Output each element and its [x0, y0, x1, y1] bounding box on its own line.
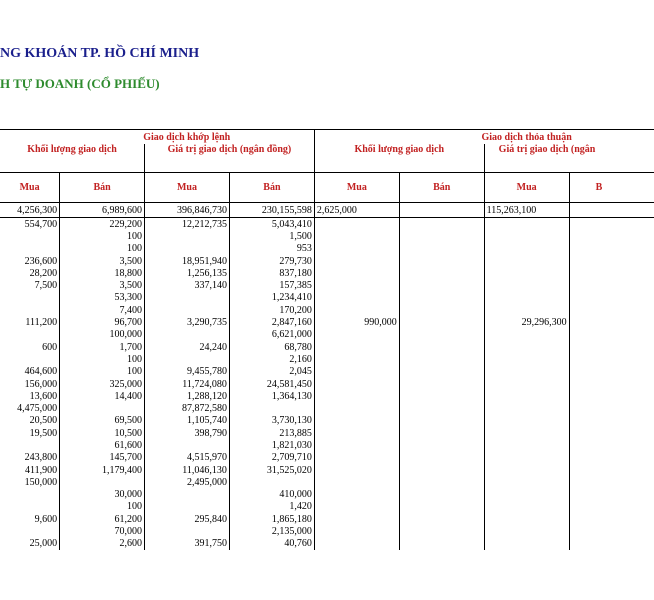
table-row — [0, 255, 654, 267]
table-cell — [314, 427, 399, 439]
table-cell — [145, 304, 230, 316]
table-cell — [569, 513, 654, 525]
table-cell — [484, 402, 569, 414]
table-cell — [569, 279, 654, 291]
table-cell — [569, 501, 654, 513]
table-row — [0, 538, 654, 550]
table-cell: 1,364,130 — [229, 390, 314, 402]
table-cell — [399, 390, 484, 402]
table-cell — [569, 390, 654, 402]
table-cell — [569, 255, 654, 267]
table-cell — [569, 341, 654, 353]
table-cell — [569, 218, 654, 231]
table-cell — [569, 439, 654, 451]
table-cell: 18,951,940 — [145, 255, 230, 267]
table-cell — [569, 427, 654, 439]
table-cell — [399, 513, 484, 525]
table-cell — [0, 353, 60, 365]
table-cell: 40,760 — [229, 538, 314, 550]
table-cell — [484, 452, 569, 464]
table-cell: 1,500 — [229, 230, 314, 242]
table-cell: 4,515,970 — [145, 452, 230, 464]
table-cell: 13,600 — [29, 390, 58, 402]
table-cell — [569, 316, 654, 328]
table-cell — [399, 279, 484, 291]
table-cell: 7,500 — [34, 280, 58, 292]
table-cell: 236,600 — [24, 255, 58, 267]
col-sell-volume-negotiated: Bán — [399, 173, 484, 203]
table-cell — [399, 427, 484, 439]
table-row — [0, 415, 654, 427]
col-buy-volume-matched: Mua — [19, 182, 40, 193]
table-row — [0, 390, 654, 402]
table-cell: 100 — [60, 230, 145, 242]
table-cell: 2,160 — [229, 353, 314, 365]
table-cell — [569, 538, 654, 550]
table-cell: 9,455,780 — [145, 366, 230, 378]
table-cell: 111,200 — [25, 317, 58, 329]
total-cell: 230,155,598 — [229, 203, 314, 218]
table-cell — [569, 329, 654, 341]
table-cell: 150,000 — [24, 476, 58, 488]
table-row — [0, 267, 654, 279]
col-buy-value-negotiated: Mua — [484, 173, 569, 203]
table-cell — [569, 353, 654, 365]
table-cell: 61,200 — [60, 513, 145, 525]
table-cell — [314, 402, 399, 414]
table-row — [0, 402, 654, 414]
table-cell — [484, 489, 569, 501]
table-cell: 4,475,000 — [17, 403, 58, 415]
table-cell — [314, 538, 399, 550]
table-cell: 145,700 — [60, 452, 145, 464]
table-row — [0, 316, 654, 328]
table-cell — [145, 230, 230, 242]
table-row — [0, 366, 654, 378]
table-cell — [145, 489, 230, 501]
proprietary-trading-table — [0, 129, 654, 550]
table-cell — [0, 439, 60, 451]
table-cell: 100 — [60, 366, 145, 378]
table-cell: 554,700 — [24, 218, 58, 230]
total-cell — [399, 203, 484, 218]
table-cell — [484, 279, 569, 291]
table-cell — [399, 439, 484, 451]
table-cell — [484, 267, 569, 279]
table-cell — [399, 243, 484, 255]
table-cell — [60, 402, 145, 414]
table-cell — [145, 329, 230, 341]
table-cell: 61,600 — [60, 439, 145, 451]
table-cell — [484, 525, 569, 537]
table-cell — [484, 255, 569, 267]
table-cell: 31,525,020 — [229, 464, 314, 476]
table-cell — [569, 292, 654, 304]
table-cell: 100 — [60, 501, 145, 513]
total-cell: 2,625,000 — [314, 203, 399, 218]
table-cell — [314, 279, 399, 291]
table-row — [0, 489, 654, 501]
table-cell — [314, 513, 399, 525]
table-row — [0, 243, 654, 255]
table-cell — [314, 476, 399, 488]
report-title: NG KHOÁN TP. HỒ CHÍ MINH — [0, 46, 200, 61]
table-cell — [484, 390, 569, 402]
table-cell — [145, 525, 230, 537]
table-row — [0, 525, 654, 537]
table-cell — [399, 316, 484, 328]
table-cell: 70,000 — [60, 525, 145, 537]
table-row — [0, 341, 654, 353]
table-cell — [399, 255, 484, 267]
table-cell: 243,800 — [24, 452, 58, 464]
table-cell — [0, 304, 60, 316]
table-cell — [314, 230, 399, 242]
table-cell — [0, 329, 60, 341]
table-cell: 279,730 — [229, 255, 314, 267]
total-cell — [569, 203, 654, 218]
table-cell: 29,296,300 — [484, 316, 569, 328]
table-cell — [314, 366, 399, 378]
subheader-value-matched: Giá trị giao dịch (ngân đồng) — [145, 144, 315, 173]
table-cell — [484, 415, 569, 427]
table-cell — [399, 366, 484, 378]
total-cell: 115,263,100 — [484, 203, 569, 218]
table-cell: 3,730,130 — [229, 415, 314, 427]
table-cell — [399, 452, 484, 464]
table-cell: 5,043,410 — [229, 218, 314, 231]
table-cell: 229,200 — [60, 218, 145, 231]
total-cell: 4,256,300 — [0, 203, 60, 218]
table-cell — [229, 476, 314, 488]
table-cell — [399, 267, 484, 279]
table-cell: 2,600 — [60, 538, 145, 550]
table-cell: 325,000 — [60, 378, 145, 390]
table-cell: 12,212,735 — [145, 218, 230, 231]
table-cell: 1,420 — [229, 501, 314, 513]
table-cell — [0, 230, 60, 242]
table-cell — [0, 525, 60, 537]
table-row — [0, 452, 654, 464]
table-cell — [314, 501, 399, 513]
col-sell-value-matched: Bán — [229, 173, 314, 203]
table-cell — [399, 501, 484, 513]
table-cell — [399, 353, 484, 365]
table-cell — [314, 525, 399, 537]
table-cell — [314, 304, 399, 316]
table-cell — [399, 304, 484, 316]
table-cell — [145, 501, 230, 513]
table-cell: 3,500 — [60, 255, 145, 267]
table-cell: 295,840 — [145, 513, 230, 525]
table-cell — [484, 538, 569, 550]
table-row — [0, 427, 654, 439]
table-cell — [484, 378, 569, 390]
table-cell: 157,385 — [229, 279, 314, 291]
table-cell — [569, 243, 654, 255]
table-cell: 1,865,180 — [229, 513, 314, 525]
table-cell: 25,000 — [29, 538, 58, 550]
table-cell — [569, 378, 654, 390]
table-cell — [399, 464, 484, 476]
table-cell — [314, 464, 399, 476]
table-cell: 391,750 — [145, 538, 230, 550]
table-cell — [314, 439, 399, 451]
table-cell — [399, 415, 484, 427]
table-cell: 837,180 — [229, 267, 314, 279]
table-cell: 96,700 — [60, 316, 145, 328]
table-cell — [569, 489, 654, 501]
table-cell: 19,500 — [29, 427, 58, 439]
table-cell: 69,500 — [60, 415, 145, 427]
table-cell: 24,581,450 — [229, 378, 314, 390]
table-cell — [0, 501, 60, 513]
table-row — [0, 476, 654, 488]
table-cell: 100 — [60, 353, 145, 365]
table-cell — [484, 304, 569, 316]
table-cell — [314, 378, 399, 390]
table-cell: 213,885 — [229, 427, 314, 439]
table-cell — [399, 538, 484, 550]
table-row — [0, 464, 654, 476]
table-cell: 11,046,130 — [145, 464, 230, 476]
table-cell: 18,800 — [60, 267, 145, 279]
group-header-matched: Giao dịch khớp lệnh — [60, 130, 315, 145]
table-cell — [0, 243, 60, 255]
table-cell — [569, 415, 654, 427]
table-cell: 30,000 — [60, 489, 145, 501]
table-cell: 100 — [60, 243, 145, 255]
table-cell: 14,400 — [60, 390, 145, 402]
table-cell: 3,290,735 — [145, 316, 230, 328]
table-cell: 398,790 — [145, 427, 230, 439]
table-cell: 11,724,080 — [145, 378, 230, 390]
table-cell — [314, 292, 399, 304]
table-row — [0, 292, 654, 304]
table-cell: 100,000 — [60, 329, 145, 341]
table-cell — [484, 439, 569, 451]
table-cell — [145, 243, 230, 255]
totals-row — [0, 203, 654, 218]
table-cell — [484, 513, 569, 525]
group-header-negotiated: Giao dịch thỏa thuận — [399, 130, 654, 145]
table-row — [0, 501, 654, 513]
table-row — [0, 218, 654, 231]
total-cell: 6,989,600 — [60, 203, 145, 218]
table-cell — [569, 464, 654, 476]
table-cell: 411,900 — [24, 464, 58, 476]
table-cell — [314, 255, 399, 267]
table-cell — [60, 476, 145, 488]
col-buy-volume-negotiated: Mua — [314, 173, 399, 203]
table-cell — [314, 267, 399, 279]
table-cell: 337,140 — [145, 279, 230, 291]
table-cell: 87,872,580 — [145, 402, 230, 414]
table-cell — [399, 292, 484, 304]
table-row — [0, 513, 654, 525]
table-cell — [484, 427, 569, 439]
table-cell: 1,256,135 — [145, 267, 230, 279]
table-cell: 170,200 — [229, 304, 314, 316]
table-cell: 600 — [42, 341, 58, 353]
table-cell: 68,780 — [229, 341, 314, 353]
table-cell — [484, 292, 569, 304]
table-row — [0, 230, 654, 242]
table-cell: 20,500 — [29, 415, 58, 427]
table-cell — [145, 292, 230, 304]
table-cell — [399, 218, 484, 231]
table-cell: 2,045 — [229, 366, 314, 378]
table-cell: 1,700 — [60, 341, 145, 353]
table-cell — [569, 366, 654, 378]
table-cell — [314, 452, 399, 464]
table-cell: 1,179,400 — [60, 464, 145, 476]
table-row — [0, 329, 654, 341]
table-cell — [569, 304, 654, 316]
table-cell — [314, 218, 399, 231]
table-cell: 156,000 — [24, 378, 58, 390]
table-row — [0, 353, 654, 365]
table-cell — [314, 353, 399, 365]
table-row — [0, 378, 654, 390]
table-cell — [399, 525, 484, 537]
total-cell: 396,846,730 — [145, 203, 230, 218]
table-cell: 2,709,710 — [229, 452, 314, 464]
table-cell — [569, 230, 654, 242]
table-cell — [399, 329, 484, 341]
table-cell — [0, 292, 60, 304]
table-cell: 3,500 — [60, 279, 145, 291]
table-cell: 28,200 — [29, 267, 58, 279]
table-cell: 2,495,000 — [145, 476, 230, 488]
table-cell: 2,135,000 — [229, 525, 314, 537]
table-cell: 1,105,740 — [145, 415, 230, 427]
table-cell: 464,600 — [24, 366, 58, 378]
table-cell: 6,621,000 — [229, 329, 314, 341]
table-row — [0, 439, 654, 451]
table-cell: 990,000 — [314, 316, 399, 328]
table-cell — [399, 476, 484, 488]
table-cell — [569, 402, 654, 414]
table-cell: 24,240 — [145, 341, 230, 353]
table-cell — [145, 439, 230, 451]
table-cell — [484, 341, 569, 353]
table-cell: 1,288,120 — [145, 390, 230, 402]
table-cell — [314, 390, 399, 402]
table-cell — [569, 525, 654, 537]
table-cell: 1,234,410 — [229, 292, 314, 304]
table-cell — [484, 476, 569, 488]
table-cell — [229, 402, 314, 414]
table-cell: 953 — [229, 243, 314, 255]
table-cell: 10,500 — [60, 427, 145, 439]
table-cell — [399, 489, 484, 501]
table-row — [0, 304, 654, 316]
subheader-volume-matched: Khối lượng giao dịch — [27, 144, 117, 155]
table-cell — [0, 489, 60, 501]
table-cell — [314, 489, 399, 501]
subheader-volume-negotiated: Khối lượng giao dịch — [314, 144, 484, 173]
table-cell — [569, 476, 654, 488]
table-row — [0, 279, 654, 291]
table-cell — [484, 218, 569, 231]
report-subtitle: H TỰ DOANH (CỔ PHIẾU) — [0, 76, 160, 91]
col-sell-value-negotiated: B — [569, 173, 654, 203]
table-cell: 53,300 — [60, 292, 145, 304]
table-cell — [569, 452, 654, 464]
col-sell-volume-matched: Bán — [60, 173, 145, 203]
table-cell — [399, 341, 484, 353]
table-cell — [314, 341, 399, 353]
table-cell: 2,847,160 — [229, 316, 314, 328]
table-cell — [484, 366, 569, 378]
table-cell — [314, 329, 399, 341]
table-cell: 9,600 — [34, 513, 58, 525]
table-cell — [314, 415, 399, 427]
table-cell — [399, 230, 484, 242]
table-cell — [484, 243, 569, 255]
table-cell — [569, 267, 654, 279]
table-cell — [314, 243, 399, 255]
table-cell — [484, 464, 569, 476]
table-cell — [484, 353, 569, 365]
col-buy-value-matched: Mua — [145, 173, 230, 203]
table-cell — [484, 501, 569, 513]
table-cell — [484, 329, 569, 341]
table-cell: 410,000 — [229, 489, 314, 501]
table-cell — [484, 230, 569, 242]
table-cell — [399, 378, 484, 390]
table-cell: 1,821,030 — [229, 439, 314, 451]
subheader-value-negotiated: Giá trị giao dịch (ngân — [484, 144, 654, 173]
table-cell — [145, 353, 230, 365]
table-cell: 7,400 — [60, 304, 145, 316]
table-cell — [399, 402, 484, 414]
